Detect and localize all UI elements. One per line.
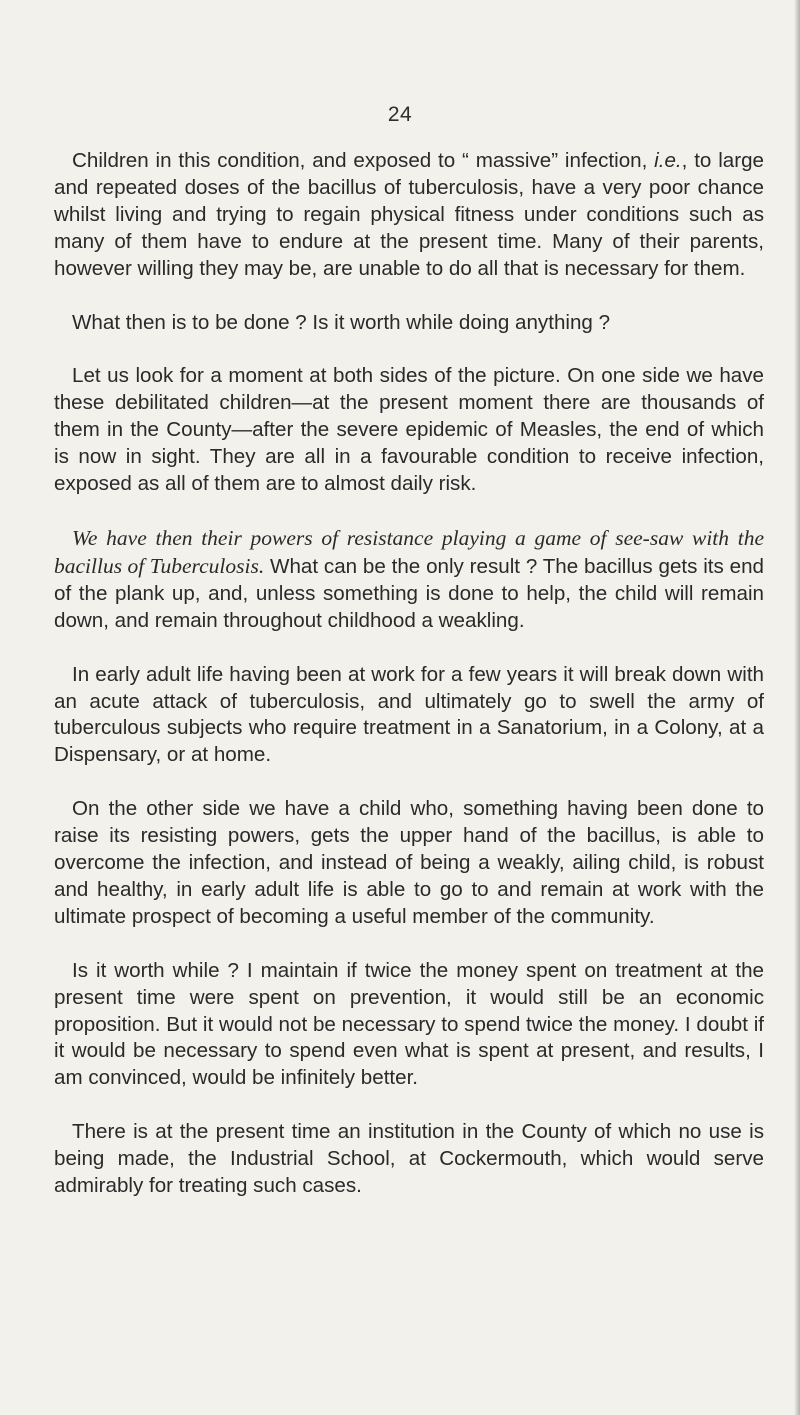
page-number: 24 xyxy=(387,103,413,126)
paragraph-6: On the other side we have a child who, something having been done to raise its resisting powers, gets the upper hand of the bacillus, is able to overcome the infection, and instead of being a weakly, ailing child, is robust and healthy, in early adult life is able to go to and remain at work with the ultimate prospect of becoming a useful member of the community. xyxy=(54,797,764,928)
paragraph-1-part-a: Children in this condition, and exposed to “ massive” infection, xyxy=(72,149,655,172)
paragraph-5: In early adult life having been at work for a few years it will break down with an acute attack of tuberculosis, and ultimately go to swell the army of tuberculous subjects who require treatment in a Sanatorium, in a Colony, at a Dispensary, or at home. xyxy=(54,662,764,767)
paragraph-4-rest: What can be the only result ? The bacillus gets its end of the plank up, and, unless something is done to help, the child will remain down, and remain throughout childhood a weakling. xyxy=(54,554,764,632)
paragraph-3: Let us look for a moment at both sides of the picture. On one side we have these debilitated children—at the present moment there are thousands of them in the County—after the severe epidemic of Measles, the end of which is now in sight. They are all in a favourable condition to receive infection, exposed as all of them are to almost daily risk. xyxy=(54,364,764,496)
page-edge-shadow xyxy=(794,0,800,1415)
paragraph-4 xyxy=(54,525,764,635)
paragraph-7: Is it worth while ? I maintain if twice the money spent on treatment at the present time were spent on prevention, it would still be an economic proposition. But it would not be necessary to spend twice the money. I doubt if it would be necessary to spend even what is spent at present, and results, I am convinced, would be infinitely better. xyxy=(54,958,764,1090)
paragraph-4-italic: We have then their powers of resistance playing a game of see-saw with the bacillus of Tuberculosis. xyxy=(54,525,764,578)
paragraph-1-part-b: , to large and repeated doses of the bacillus of tuberculosis, have a very poor chance whilst living and trying to regain physical fitness under conditions such as many of them have to endure at the present time. Many of their parents, however willing they may be, are unable to do all that is necessary for them. xyxy=(54,149,764,280)
paragraph-2: What then is to be done ? Is it worth while doing anything ? xyxy=(72,310,611,334)
paragraph-1-ie: i.e. xyxy=(654,149,682,172)
paragraph-8: There is at the present time an institution in the County of which no use is being made, the Industrial School, at Cockermouth, which would serve admirably for treating such cases. xyxy=(54,1120,764,1198)
body-text xyxy=(54,148,764,1227)
paragraph-1 xyxy=(54,148,764,283)
